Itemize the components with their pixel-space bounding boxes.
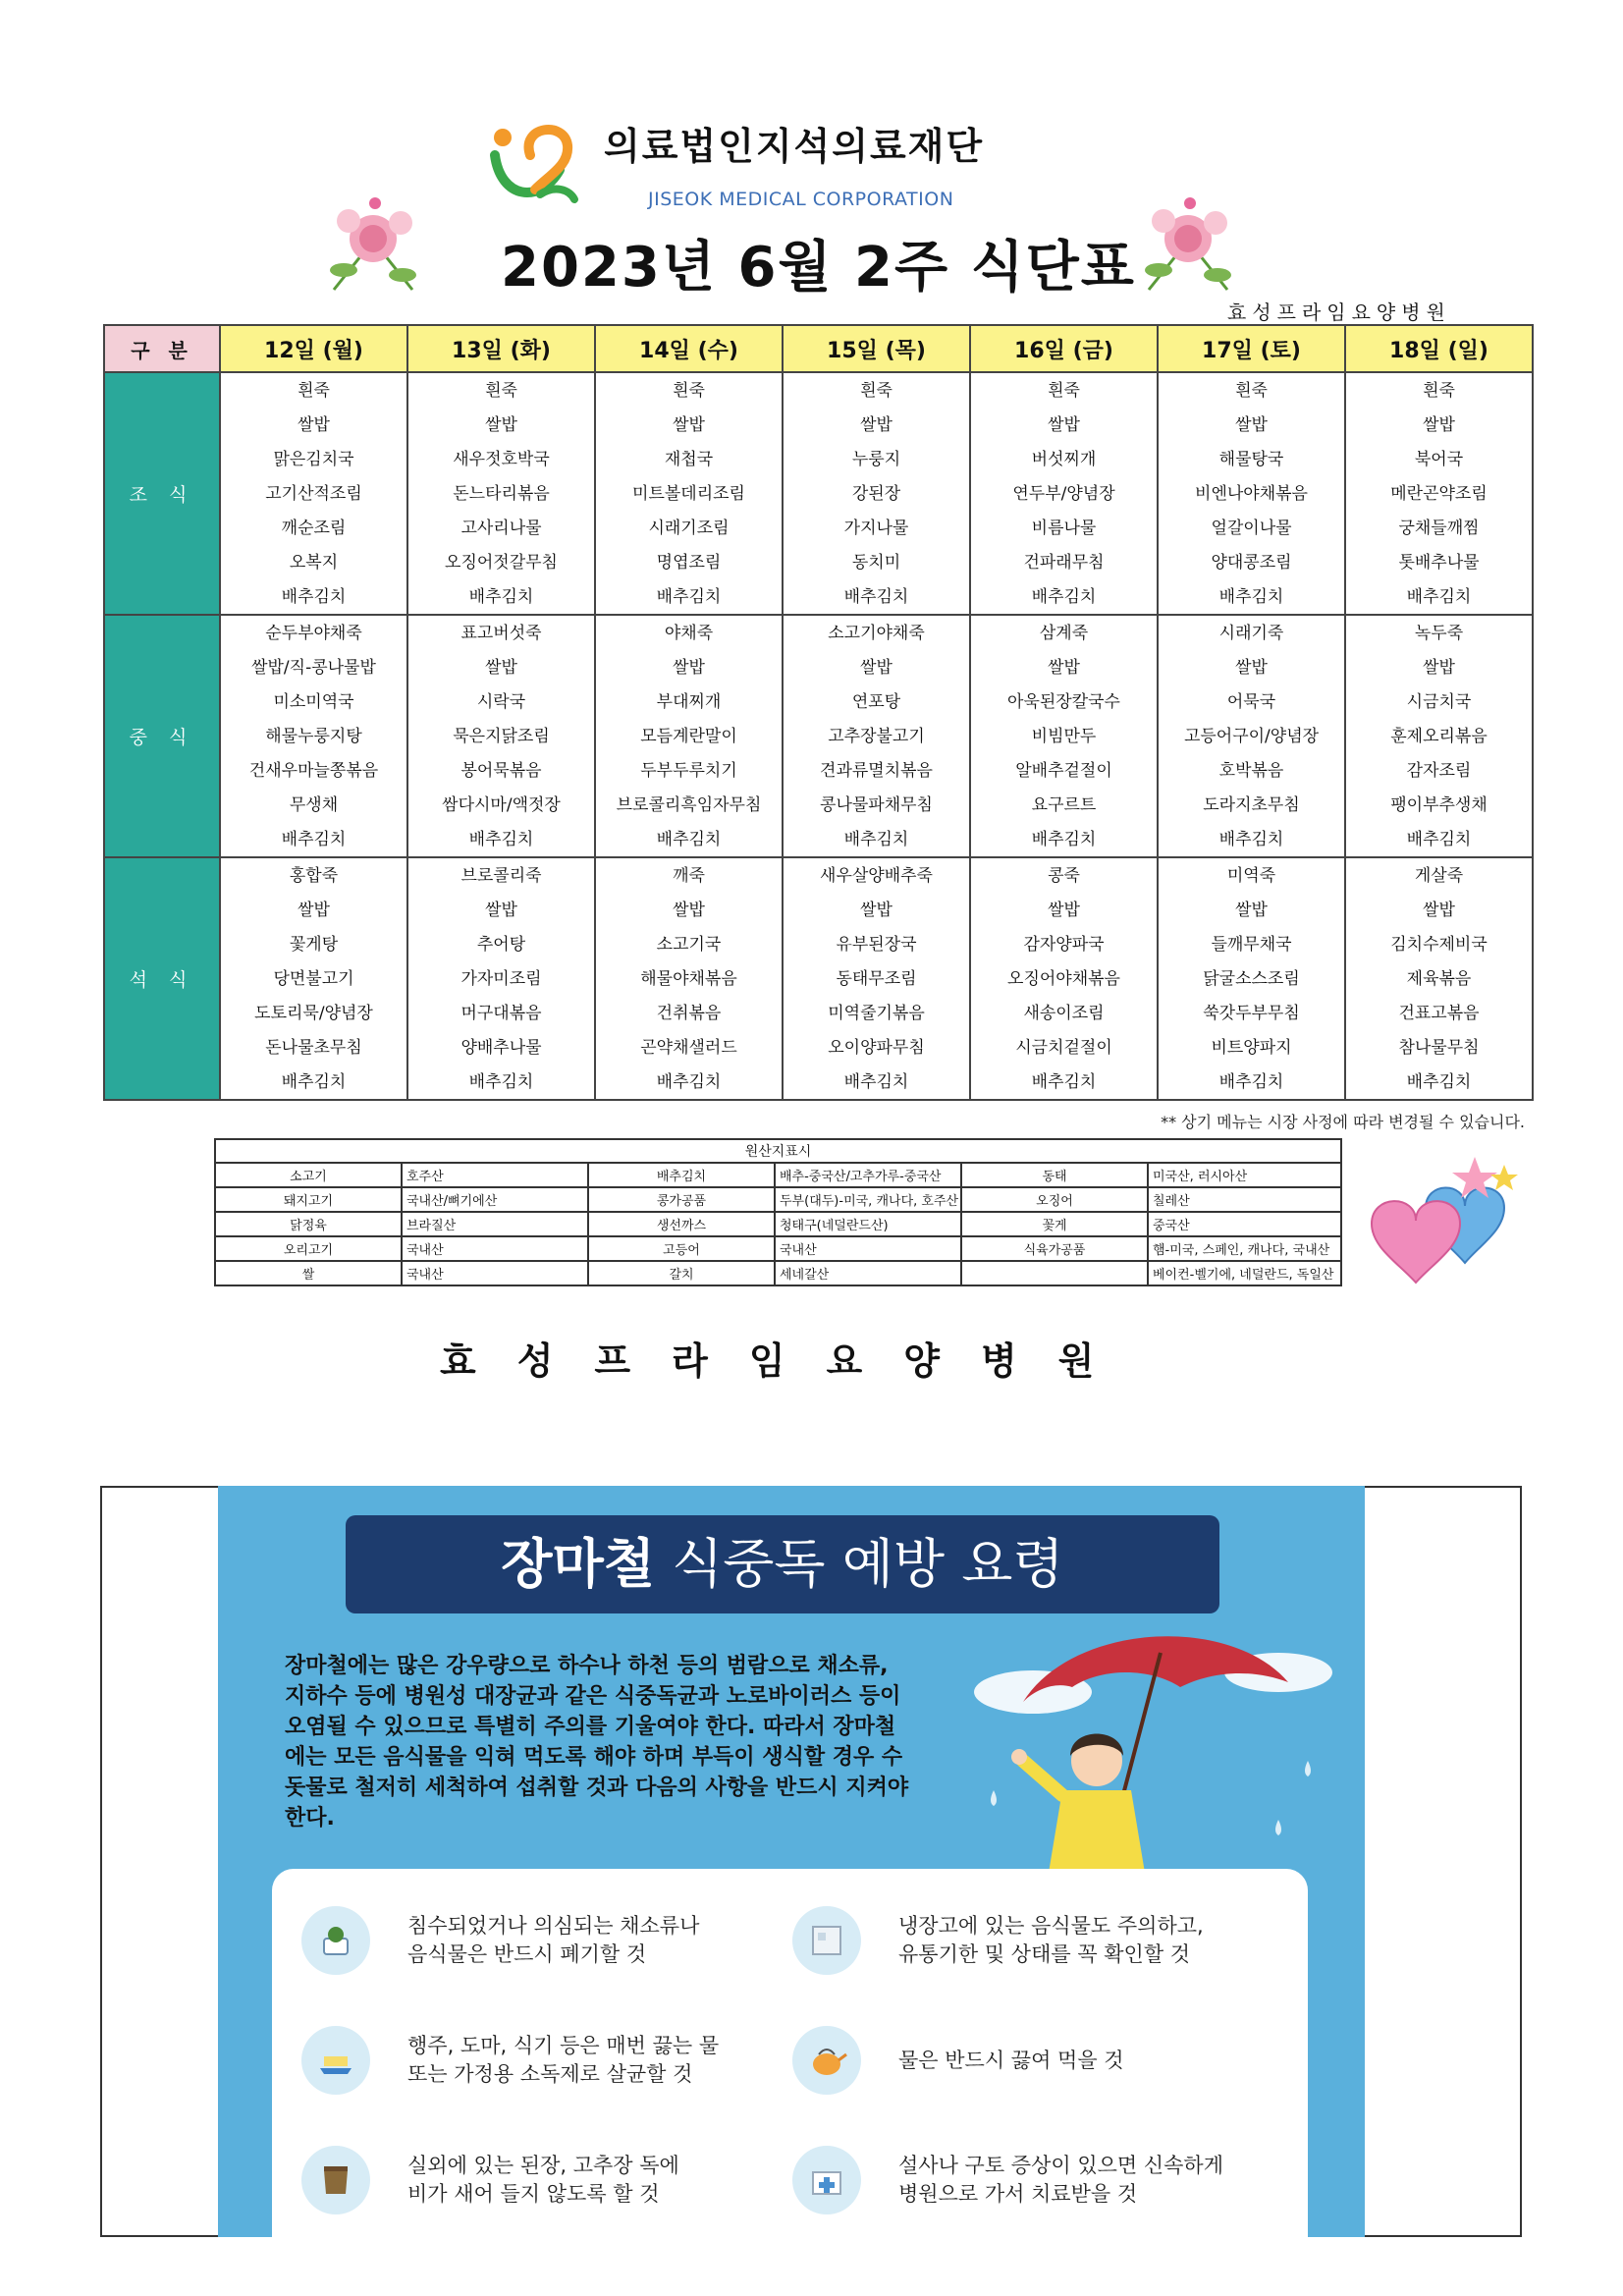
menu-header-row — [104, 325, 1533, 372]
menu-item: 요구르트 — [1031, 794, 1097, 815]
origin-country: 브라질산 — [402, 1212, 588, 1236]
menu-item: 새우젓호박국 — [453, 449, 550, 469]
menu-cell — [1158, 857, 1345, 1100]
menu-item: 배추김치 — [1218, 586, 1284, 607]
menu-item: 건파래무침 — [1023, 552, 1105, 573]
menu-item: 배추김치 — [656, 829, 722, 849]
meal-label: 조 식 — [104, 372, 220, 615]
menu-item: 가지나물 — [843, 518, 909, 538]
menu-item: 얼갈이나물 — [1211, 518, 1292, 538]
origin-country: 미국산, 러시아산 — [1148, 1163, 1341, 1187]
menu-item: 새송이조림 — [1023, 1003, 1105, 1023]
menu-item: 소고기야채죽 — [828, 623, 925, 643]
origin-country: 국내산 — [402, 1261, 588, 1285]
origin-table — [214, 1138, 1342, 1286]
menu-item: 해물야채볶음 — [640, 968, 737, 989]
menu-item: 비트양파지 — [1211, 1037, 1292, 1058]
menu-cell — [970, 615, 1158, 857]
menu-item: 배추김치 — [843, 829, 909, 849]
menu-cell — [407, 372, 595, 615]
menu-item: 닭굴소스조림 — [1203, 968, 1300, 989]
menu-item: 시금치겉절이 — [1015, 1037, 1112, 1058]
flower-decoration-left — [314, 182, 432, 300]
menu-item: 깨순조림 — [281, 518, 347, 538]
menu-item: 흰죽 — [298, 380, 330, 401]
menu-item: 미소미역국 — [273, 691, 354, 712]
menu-cell — [783, 857, 970, 1100]
rule-line: 또는 가정용 소독제로 살균할 것 — [407, 2062, 693, 2086]
menu-item: 흰죽 — [485, 380, 517, 401]
menu-item: 제육볶음 — [1406, 968, 1472, 989]
rule-item — [792, 2146, 1223, 2214]
gubun-header: 구 분 — [104, 325, 220, 372]
menu-item: 참나물무침 — [1398, 1037, 1480, 1058]
menu-item: 흰죽 — [1423, 380, 1455, 401]
org-english-name: JISEOK MEDICAL CORPORATION — [648, 189, 954, 210]
menu-item: 돈나물초무침 — [265, 1037, 362, 1058]
menu-item: 어묵국 — [1226, 691, 1276, 712]
origin-row — [215, 1261, 1341, 1285]
rule-line: 실외에 있는 된장, 고추장 독에 — [407, 2154, 679, 2177]
menu-cell — [1158, 615, 1345, 857]
menu-item: 쌀밥 — [1235, 657, 1268, 678]
origin-item: 꽃게 — [961, 1212, 1148, 1236]
menu-item: 메란곤약조림 — [1390, 483, 1488, 504]
menu-item: 게살죽 — [1414, 865, 1464, 886]
day-header: 14일 (수) — [595, 325, 783, 372]
meal-label: 중 식 — [104, 615, 220, 857]
menu-item: 쌀밥 — [485, 414, 517, 435]
origin-country: 두부(대두)-미국, 캐나다, 호주산 — [775, 1187, 961, 1212]
menu-change-note: ** 상기 메뉴는 시장 사정에 따라 변경될 수 있습니다. — [1161, 1113, 1525, 1131]
menu-item: 홍합죽 — [289, 865, 339, 886]
origin-row — [215, 1236, 1341, 1261]
menu-item: 맑은김치국 — [273, 449, 354, 469]
menu-item: 궁채들깨찜 — [1398, 518, 1480, 538]
menu-cell — [783, 372, 970, 615]
hospital-name-footer: 효성프라임요양병원 — [440, 1339, 1136, 1383]
menu-item: 쌀밥 — [1048, 657, 1080, 678]
menu-item: 가자미조림 — [460, 968, 542, 989]
discard-food-icon — [301, 1906, 370, 1975]
menu-item: 동태무조림 — [836, 968, 917, 989]
menu-item: 꽃게탕 — [289, 934, 339, 955]
menu-item: 야채죽 — [664, 623, 714, 643]
menu-item: 쌀밥 — [673, 900, 705, 920]
meal-row — [104, 615, 1533, 857]
origin-country: 국내산 — [402, 1236, 588, 1261]
menu-item: 들깨무채국 — [1211, 934, 1292, 955]
origin-item: 동태 — [961, 1163, 1148, 1187]
menu-item: 건취볶음 — [656, 1003, 722, 1023]
origin-country: 국내산 — [775, 1236, 961, 1261]
menu-cell — [1345, 615, 1533, 857]
origin-item: 돼지고기 — [215, 1187, 402, 1212]
fridge-icon — [792, 1906, 861, 1975]
menu-item: 배추김치 — [1406, 1071, 1472, 1092]
menu-item: 쌀밥 — [1423, 657, 1455, 678]
page-title: 2023년 6월 2주 식단표 — [501, 236, 1136, 300]
menu-item: 쌀밥 — [673, 414, 705, 435]
menu-item: 알배추겉절이 — [1015, 760, 1112, 781]
rule-item — [792, 1906, 1204, 1975]
origin-item: 식육가공품 — [961, 1236, 1148, 1261]
menu-cell — [595, 615, 783, 857]
hearts-decoration — [1357, 1147, 1534, 1304]
menu-item: 배추김치 — [468, 1071, 534, 1092]
menu-item: 명엽조림 — [656, 552, 722, 573]
menu-item: 고사리나물 — [460, 518, 542, 538]
menu-cell — [220, 372, 407, 615]
menu-item: 삼계죽 — [1039, 623, 1089, 643]
menu-item: 해물탕국 — [1218, 449, 1284, 469]
menu-item: 배추김치 — [281, 586, 347, 607]
menu-item: 쌀밥 — [860, 900, 893, 920]
rule-line: 물은 반드시 끓여 먹을 것 — [898, 2048, 1124, 2072]
menu-item: 건표고볶음 — [1398, 1003, 1480, 1023]
meal-row — [104, 857, 1533, 1100]
menu-item: 쌀밥 — [860, 657, 893, 678]
menu-item: 고추장불고기 — [828, 726, 925, 746]
foundation-logo — [481, 116, 589, 214]
menu-item: 배추김치 — [656, 1071, 722, 1092]
kettle-icon — [792, 2026, 861, 2095]
menu-item: 오이양파무침 — [828, 1037, 925, 1058]
menu-item: 비름나물 — [1031, 518, 1097, 538]
menu-item: 쌀밥/직-콩나물밥 — [251, 657, 376, 678]
origin-country: 중국산 — [1148, 1212, 1341, 1236]
flower-decoration-right — [1129, 182, 1247, 300]
menu-item: 배추김치 — [1031, 586, 1097, 607]
menu-item: 쌀밥 — [860, 414, 893, 435]
menu-item: 해물누룽지탕 — [265, 726, 362, 746]
menu-item: 쌀밥 — [1235, 414, 1268, 435]
menu-item: 연두부/양념장 — [1012, 483, 1115, 504]
menu-cell — [1345, 857, 1533, 1100]
menu-item: 도라지초무침 — [1203, 794, 1300, 815]
menu-item: 미역죽 — [1226, 865, 1276, 886]
origin-country: 세네갈산 — [775, 1261, 961, 1285]
menu-cell — [970, 857, 1158, 1100]
menu-item: 콩나물파채무침 — [820, 794, 933, 815]
origin-item: 콩가공품 — [588, 1187, 775, 1212]
menu-item: 추어탕 — [476, 934, 526, 955]
origin-item: 오리고기 — [215, 1236, 402, 1261]
menu-item: 미역줄기볶음 — [828, 1003, 925, 1023]
rule-line: 음식물은 반드시 폐기할 것 — [407, 1942, 647, 1966]
menu-item: 깨죽 — [673, 865, 705, 886]
menu-item: 배추김치 — [656, 586, 722, 607]
menu-item: 녹두죽 — [1414, 623, 1464, 643]
menu-item: 배추김치 — [1218, 1071, 1284, 1092]
menu-item: 콩죽 — [1048, 865, 1080, 886]
menu-item: 쌀밥 — [298, 900, 330, 920]
menu-item: 팽이부추생채 — [1390, 794, 1488, 815]
day-header: 15일 (목) — [783, 325, 970, 372]
menu-item: 새우살양배추죽 — [820, 865, 933, 886]
menu-item: 건새우마늘쫑볶음 — [248, 760, 379, 781]
menu-cell — [407, 857, 595, 1100]
day-header: 17일 (토) — [1158, 325, 1345, 372]
menu-item: 유부된장국 — [836, 934, 917, 955]
menu-item: 배추김치 — [843, 1071, 909, 1092]
menu-item: 쌈다시마/액젓장 — [442, 794, 561, 815]
day-header: 13일 (화) — [407, 325, 595, 372]
menu-item: 순두부야채죽 — [265, 623, 362, 643]
menu-item: 감자양파국 — [1023, 934, 1105, 955]
menu-item: 묵은지닭조림 — [453, 726, 550, 746]
origin-row — [215, 1187, 1341, 1212]
poster-title — [346, 1515, 1219, 1613]
origin-item: 닭정육 — [215, 1212, 402, 1236]
menu-item: 돈느타리볶음 — [453, 483, 550, 504]
menu-item: 시락국 — [476, 691, 526, 712]
menu-item: 브로콜리죽 — [460, 865, 542, 886]
origin-item: 쌀 — [215, 1261, 402, 1285]
menu-item: 소고기국 — [656, 934, 722, 955]
origin-row — [215, 1163, 1341, 1187]
menu-item: 배추김치 — [1406, 586, 1472, 607]
rule-line: 냉장고에 있는 음식물도 주의하고, — [898, 1914, 1204, 1938]
menu-item: 배추김치 — [1406, 829, 1472, 849]
menu-item: 고등어구이/양념장 — [1183, 726, 1320, 746]
menu-item: 흰죽 — [1048, 380, 1080, 401]
origin-item: 배추김치 — [588, 1163, 775, 1187]
menu-item: 감자조림 — [1406, 760, 1472, 781]
rule-line: 침수되었거나 의심되는 채소류나 — [407, 1914, 700, 1938]
menu-item: 누룽지 — [851, 449, 901, 469]
poster-banner — [346, 1515, 1219, 1613]
menu-item: 김치수제비국 — [1390, 934, 1488, 955]
meal-label: 석 식 — [104, 857, 220, 1100]
origin-item: 생선까스 — [588, 1212, 775, 1236]
sterilize-utensils-icon — [301, 2026, 370, 2095]
food-poisoning-poster — [218, 1486, 1365, 2237]
menu-cell — [1345, 372, 1533, 615]
poster-intro: 장마철에는 많은 강우량으로 하수나 하천 등의 범람으로 채소류, 지하수 등에 병원성 대장균과 같은 식중독균과 노로바이러스 등이 오염될 수 있으므로 특별히 주의를 기울여야 한다. 따라서 장마철에는 모든 음식물을 익혀 먹도록 해야 하며 부득이 생식할 경우 수돗물로 철저히 세척하여 섭취할 것과 다음의 사항을 반드시 지켜야 한다. — [285, 1654, 909, 1831]
menu-item: 두부두루치기 — [640, 760, 737, 781]
poster-title-rest: 식중독 예방 요령 — [672, 1533, 1064, 1595]
rule-line: 유통기한 및 상태를 꼭 확인할 것 — [898, 1942, 1191, 1966]
menu-item: 쌀밥 — [1235, 900, 1268, 920]
menu-item: 쌀밥 — [1048, 900, 1080, 920]
rule-line: 설사나 구토 증상이 있으면 신속하게 — [898, 2154, 1223, 2177]
day-header: 18일 (일) — [1345, 325, 1533, 372]
menu-item: 배추김치 — [1031, 1071, 1097, 1092]
rule-item — [301, 2026, 719, 2095]
menu-item: 미트볼데리조림 — [632, 483, 745, 504]
menu-item: 동치미 — [851, 552, 901, 573]
menu-item: 비엔나야채볶음 — [1195, 483, 1308, 504]
origin-country: 배추-중국산/고추가루-중국산 — [775, 1163, 961, 1187]
menu-item: 부대찌개 — [656, 691, 722, 712]
menu-item: 배추김치 — [281, 829, 347, 849]
menu-item: 배추김치 — [1218, 829, 1284, 849]
menu-item: 배추김치 — [1031, 829, 1097, 849]
menu-item: 쑥갓두부무침 — [1203, 1003, 1300, 1023]
menu-item: 쌀밥 — [1423, 414, 1455, 435]
menu-item: 비빔만두 — [1031, 726, 1097, 746]
origin-row — [215, 1212, 1341, 1236]
origin-item: 갈치 — [588, 1261, 775, 1285]
origin-item — [961, 1261, 1148, 1285]
menu-cell — [595, 372, 783, 615]
menu-item: 훈제오리볶음 — [1390, 726, 1488, 746]
menu-item: 재첩국 — [664, 449, 714, 469]
hospital-name-small: 효성프라임요양병원 — [1227, 301, 1451, 324]
menu-item: 시래기조림 — [648, 518, 730, 538]
menu-cell — [1158, 372, 1345, 615]
origin-table-title: 원산지표시 — [215, 1139, 1341, 1163]
menu-item: 표고버섯죽 — [460, 623, 542, 643]
menu-item: 오복지 — [289, 552, 339, 573]
umbrella-person-illustration — [954, 1613, 1347, 1879]
day-header: 12일 (월) — [220, 325, 407, 372]
menu-item: 무생채 — [289, 794, 339, 815]
poster-title-bold: 장마철 — [501, 1533, 655, 1595]
menu-item: 쌀밥 — [1423, 900, 1455, 920]
origin-country: 베이컨-벨기에, 네덜란드, 독일산 — [1148, 1261, 1341, 1285]
meal-row — [104, 372, 1533, 615]
menu-item: 양대콩조림 — [1211, 552, 1292, 573]
origin-country: 칠레산 — [1148, 1187, 1341, 1212]
menu-cell — [407, 615, 595, 857]
menu-item: 양배추나물 — [460, 1037, 542, 1058]
menu-item: 아욱된장칼국수 — [1007, 691, 1120, 712]
menu-item: 쌀밥 — [485, 900, 517, 920]
menu-cell — [220, 615, 407, 857]
menu-item: 흰죽 — [860, 380, 893, 401]
origin-country: 국내산/뼈기에산 — [402, 1187, 588, 1212]
rule-item — [792, 2026, 1124, 2095]
menu-cell — [595, 857, 783, 1100]
jar-icon — [301, 2146, 370, 2214]
menu-item: 배추김치 — [281, 1071, 347, 1092]
menu-item: 시래기죽 — [1218, 623, 1284, 643]
menu-cell — [970, 372, 1158, 615]
menu-cell — [783, 615, 970, 857]
menu-item: 봉어묵볶음 — [460, 760, 542, 781]
menu-item: 당면불고기 — [273, 968, 354, 989]
rule-line: 병원으로 가서 치료받을 것 — [898, 2182, 1138, 2206]
menu-item: 오징어야채볶음 — [1007, 968, 1120, 989]
menu-item: 흰죽 — [673, 380, 705, 401]
menu-item: 연포탕 — [851, 691, 901, 712]
menu-item: 버섯찌개 — [1031, 449, 1097, 469]
menu-item: 배추김치 — [468, 829, 534, 849]
rule-line: 비가 새어 들지 않도록 할 것 — [407, 2182, 660, 2206]
origin-item: 고등어 — [588, 1236, 775, 1261]
menu-item: 쌀밥 — [1048, 414, 1080, 435]
rule-item — [301, 2146, 679, 2214]
day-header: 16일 (금) — [970, 325, 1158, 372]
menu-item: 호박볶음 — [1218, 760, 1284, 781]
menu-item: 배추김치 — [843, 586, 909, 607]
menu-table — [103, 324, 1534, 1101]
menu-item: 톳배추나물 — [1398, 552, 1480, 573]
menu-cell — [220, 857, 407, 1100]
menu-item: 쌀밥 — [298, 414, 330, 435]
menu-item: 배추김치 — [468, 586, 534, 607]
menu-item: 오징어젓갈무침 — [445, 552, 558, 573]
rule-item — [301, 1906, 699, 1975]
rules-box — [272, 1869, 1308, 2237]
origin-country: 청태구(네덜란드산) — [775, 1212, 961, 1236]
menu-item: 브로콜리흑임자무침 — [616, 794, 762, 815]
origin-item: 소고기 — [215, 1163, 402, 1187]
menu-item: 곤약채샐러드 — [640, 1037, 737, 1058]
menu-item: 견과류멸치볶음 — [820, 760, 933, 781]
origin-country: 호주산 — [402, 1163, 588, 1187]
menu-item: 흰죽 — [1235, 380, 1268, 401]
menu-item: 쌀밥 — [485, 657, 517, 678]
rule-line: 행주, 도마, 식기 등은 매번 끓는 물 — [407, 2034, 720, 2057]
menu-item: 시금치국 — [1406, 691, 1472, 712]
menu-item: 쌀밥 — [673, 657, 705, 678]
hospital-icon — [792, 2146, 861, 2214]
menu-item: 도토리묵/양념장 — [254, 1003, 373, 1023]
menu-item: 머구대볶음 — [460, 1003, 542, 1023]
menu-item: 모듬계란말이 — [640, 726, 737, 746]
origin-item: 오징어 — [961, 1187, 1148, 1212]
origin-country: 햄-미국, 스페인, 캐나다, 국내산 — [1148, 1236, 1341, 1261]
menu-item: 북어국 — [1414, 449, 1464, 469]
menu-item: 강된장 — [851, 483, 901, 504]
org-name: 의료법인지석의료재단 — [604, 125, 985, 168]
menu-item: 고기산적조림 — [265, 483, 362, 504]
